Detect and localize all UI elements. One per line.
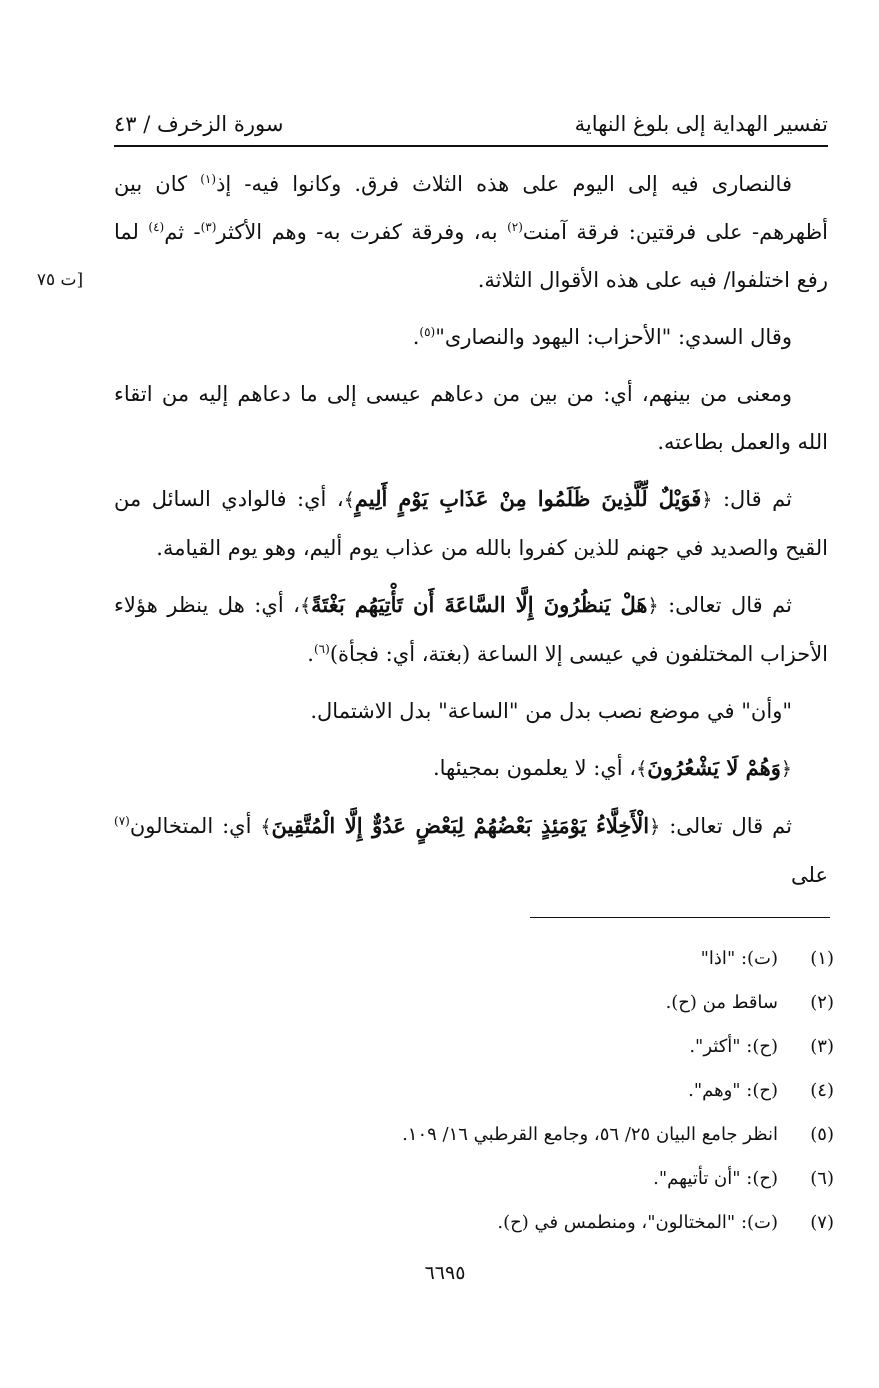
quran-bracket: ﴿ xyxy=(647,595,659,617)
footnote-reference: (٢) xyxy=(507,220,523,234)
text-segment: ، أي: لا يعلمون بمجيئها. xyxy=(432,756,637,780)
header-rule xyxy=(114,145,828,147)
footnote-reference: (٥) xyxy=(419,325,436,339)
footnote-number: (٤) xyxy=(810,1080,834,1101)
text-segment: ، أي: فالوادي السائل من القيح والصديد في جهنم للذين كفروا بالله من عذاب يوم أليم، وهو يوم القيامة. xyxy=(114,487,828,560)
footnote-text: انظر جامع البيان ٢٥/ ٥٦، وجامع القرطبي ١٦/ ١٠٩. xyxy=(402,1124,778,1145)
quran-bracket: ﴾ xyxy=(343,489,355,511)
text-segment: فالنصارى فيه إلى اليوم على هذه الثلاث فرق. وكانوا فيه- إذ xyxy=(216,172,792,196)
text-segment: ، أي: هل ينظر هؤلاء الأحزاب المختلفون في عيسى إلا الساعة (بغتة، أي: فجأة) xyxy=(114,593,828,666)
paragraph xyxy=(114,370,828,466)
book-title: تفسير الهداية إلى بلوغ النهاية xyxy=(574,112,828,136)
text-segment: وقال السدي: "الأحزاب: اليهود والنصارى" xyxy=(435,325,792,349)
footnote-number: (٦) xyxy=(810,1168,834,1189)
footnote-text: (ت): "اذا" xyxy=(700,948,778,969)
quran-bracket: ﴾ xyxy=(299,595,312,617)
footnote-text: (ح): "وهم". xyxy=(688,1080,778,1101)
footnote-text: (ح): "أن تأتيهم". xyxy=(653,1168,778,1189)
footnote-number: (٧) xyxy=(810,1212,834,1233)
footnote-item xyxy=(114,981,834,1025)
quran-bracket: ﴿ xyxy=(649,816,661,838)
text-segment: "وأن" في موضع نصب بدل من "الساعة" بدل الاشتمال. xyxy=(310,699,792,723)
manuscript-margin-note: [ت ٧٥ xyxy=(36,270,84,290)
text-segment: - ثم xyxy=(164,220,201,244)
footnote-number: (٢) xyxy=(810,992,834,1013)
footnote-rule xyxy=(530,917,830,918)
quran-bracket: ﴾ xyxy=(260,816,272,838)
footnote-number: (٣) xyxy=(810,1036,834,1057)
text-segment: لما رفع اختلفوا/ فيه على هذه الأقوال الثلاثة. xyxy=(114,220,828,292)
footnote-item xyxy=(114,1113,834,1157)
paragraph xyxy=(114,160,828,304)
text-segment: ثم قال تعالى: xyxy=(658,593,792,617)
quran-bracket: ﴾ xyxy=(636,758,648,780)
footnote-item xyxy=(114,1201,834,1245)
text-segment: ثم قال تعالى: xyxy=(660,814,792,838)
footnote-text: (ح): "أكثر". xyxy=(689,1036,778,1057)
text-segment: أي: المتخالون xyxy=(129,814,261,838)
text-segment: ومعنى من بينهم، أي: من بين من دعاهم عيسى إلى ما دعاهم إليه من اتقاء الله والعمل بطاعته. xyxy=(114,382,828,454)
text-segment: . xyxy=(307,642,314,666)
text-segment: . xyxy=(412,325,420,349)
footnote-text: ساقط من (ح). xyxy=(665,992,778,1013)
quran-bracket: ﴿ xyxy=(701,489,713,511)
paragraph xyxy=(114,313,828,361)
footnote-number: (١) xyxy=(810,948,834,969)
footnote-item xyxy=(114,1069,834,1113)
footnote-item xyxy=(114,1025,834,1069)
footnote-reference: (٤) xyxy=(148,220,165,234)
quran-verse: وَهُمْ لَا يَشْعُرُونَ xyxy=(647,755,781,780)
footnotes xyxy=(114,937,834,1245)
text-segment: على xyxy=(791,863,828,887)
text-segment: به، وفرقة كفرت به- وهم الأكثر xyxy=(216,220,508,244)
running-header xyxy=(114,100,828,136)
footnote-item xyxy=(114,1157,834,1201)
paragraph xyxy=(114,802,828,899)
paragraph xyxy=(114,687,828,735)
quran-verse: فَوَيْلٌ لِّلَّذِينَ ظَلَمُوا مِنْ عَذَابِ يَوْمٍ أَلِيمٍ xyxy=(354,486,702,511)
paragraph xyxy=(114,744,828,793)
footnote-item xyxy=(114,937,834,981)
footnote-reference: (٦) xyxy=(313,642,330,656)
quran-verse: هَلْ يَنظُرُونَ إِلَّا السَّاعَةَ أَن تَأْتِيَهُم بَغْتَةً xyxy=(311,592,648,617)
footnote-text: (ت): "المختالون"، ومنطمس في (ح). xyxy=(497,1212,778,1233)
paragraph xyxy=(114,581,828,678)
main-text xyxy=(114,160,828,908)
footnote-number: (٥) xyxy=(810,1124,834,1145)
surah-title: سورة الزخرف / ٤٣ xyxy=(114,112,284,136)
quran-verse: الْأَخِلَّاءُ يَوْمَئِذٍ بَعْضُهُمْ لِبَعْضٍ عَدُوٌّ إِلَّا الْمُتَّقِينَ xyxy=(271,813,650,838)
footnote-reference: (٧) xyxy=(114,814,130,828)
text-segment: كان بين أظهرهم- على فرقتين: فرقة آمنت xyxy=(114,172,828,244)
text-segment: ثم قال: xyxy=(712,487,792,511)
paragraph xyxy=(114,475,828,572)
footnote-reference: (٣) xyxy=(200,220,217,234)
quran-bracket: ﴿ xyxy=(780,758,792,780)
page-number: ٦٦٩٥ xyxy=(424,1262,466,1284)
footnote-reference: (١) xyxy=(200,172,217,186)
